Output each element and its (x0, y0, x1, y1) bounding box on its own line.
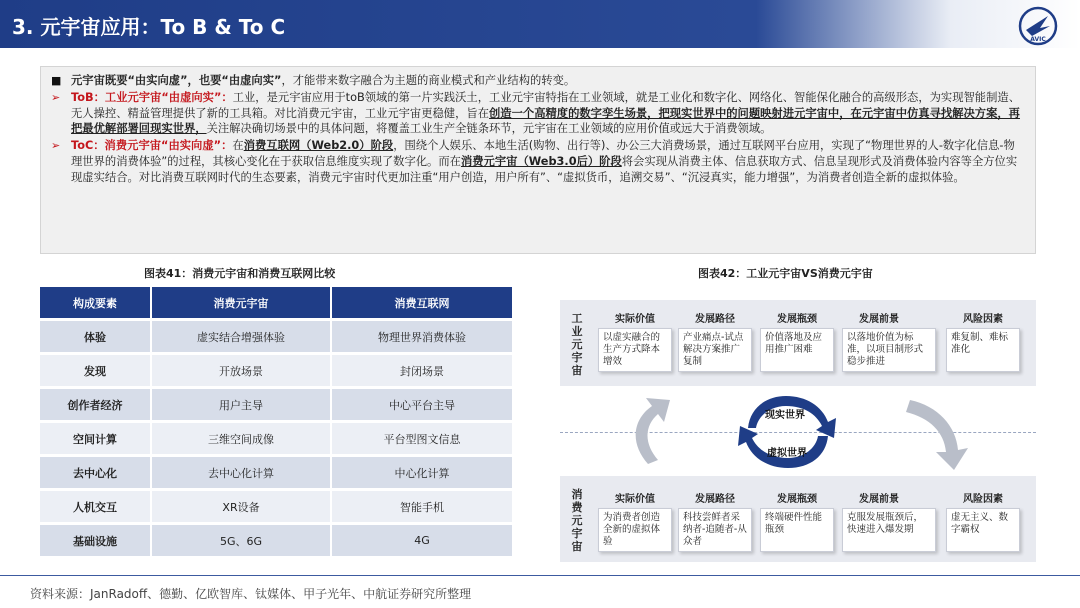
table-header-cell: 构成要素 (40, 287, 152, 318)
industrial-metaverse-label: 工业元宇宙 (571, 312, 583, 377)
table-row (40, 386, 512, 420)
cycle-arrows (560, 386, 1036, 476)
intro-para-toc (49, 138, 1025, 185)
intro-para-1 (49, 73, 1025, 89)
consumer-metaverse-label: 消费元宇宙 (571, 488, 583, 553)
table-cell: 智能手机 (332, 488, 512, 522)
table-row (40, 420, 512, 454)
table-cell: 创作者经济 (40, 386, 152, 420)
industry-vs-consumer-diagram (560, 300, 1040, 562)
footer-divider (0, 575, 1080, 576)
table-cell: 去中心化计算 (152, 454, 332, 488)
table-cell: 物理世界消费体验 (332, 318, 512, 352)
table-row (40, 318, 512, 352)
table-row (40, 352, 512, 386)
table-cell: XR设备 (152, 488, 332, 522)
logo-text: AVIC (1030, 36, 1046, 43)
industrial-card-value: 以虚实融合的生产方式降本增效 (598, 328, 672, 372)
fig41-title: 图表41：消费元宇宙和消费互联网比较 (144, 267, 336, 280)
toc-lead: ToC：消费元宇宙“由实向虚”： (71, 139, 233, 153)
table-cell: 发现 (40, 352, 152, 386)
square-bullet-icon: ■ (51, 74, 62, 87)
table-cell: 封闭场景 (332, 352, 512, 386)
consumer-card-bottleneck: 终端硬件性能瓶颈 (760, 508, 834, 552)
table-cell: 用户主导 (152, 386, 332, 420)
table-cell: 中心化计算 (332, 454, 512, 488)
comparison-table (40, 287, 512, 556)
intro-para-tob (49, 90, 1025, 137)
table-header-cell: 消费元宇宙 (152, 287, 332, 318)
table-cell: 平台型图文信息 (332, 420, 512, 454)
right-curved-arrow-icon (906, 400, 968, 470)
table-cell: 4G (332, 522, 512, 556)
col-head-bottleneck: 发展瓶颈 (777, 314, 817, 325)
table-header-cell: 消费互联网 (332, 287, 512, 318)
intro-p1-text: ，才能带来数字融合为主题的商业模式和产业结构的转变。 (281, 74, 576, 87)
toc-text-2: ，围绕个人娱乐、本地生活(购物、出行等)、办公三大消费场景，通过互联网平台应用，实现了“物理世界的人-数字化信息-物理世界的消费体验”的过程，其核心变化在于获取信息维度实现了数字化。而在 (71, 139, 1015, 168)
industrial-card-risk: 难复制、难标准化 (946, 328, 1020, 372)
intro-textbox (40, 66, 1036, 254)
col-head-prospect: 发展前景 (859, 314, 899, 325)
table-cell: 开放场景 (152, 352, 332, 386)
page-title: 3. 元宇宙应用：To B & To C (12, 15, 286, 39)
toc-bold-1: 消费互联网（Web2.0）阶段 (243, 139, 394, 153)
table-row (40, 488, 512, 522)
col-head-path: 发展路径 (695, 314, 735, 325)
consumer-card-value: 为消费者创造全新的虚拟体验 (598, 508, 672, 552)
tob-bold-1: 创造一个高精度的数字孪生场景，把现实世界中的问题映射进元宇宙中，在元宇宙中仿真寻找解决方案，再把最优解部署回现实世界， (71, 106, 1020, 136)
col-head-risk: 风险因素 (963, 314, 1003, 325)
real-world-label: 现实世界 (765, 410, 805, 421)
col-head-risk: 风险因素 (963, 494, 1003, 505)
table-cell: 去中心化 (40, 454, 152, 488)
toc-bold-2: 消费元宇宙（Web3.0后）阶段 (460, 154, 622, 168)
table-cell: 基础设施 (40, 522, 152, 556)
virtual-world-label: 虚拟世界 (767, 448, 807, 459)
col-head-prospect: 发展前景 (859, 494, 899, 505)
fig42-title: 图表42：工业元宇宙VS消费元宇宙 (698, 267, 873, 280)
tob-lead: ToB：工业元宇宙“由虚向实”： (71, 90, 233, 104)
consumer-card-prospect: 克服发展瓶颈后，快速进入爆发期 (842, 508, 936, 552)
avic-logo-icon (1018, 6, 1058, 46)
tob-text-1: 工业，是元宇宙应用于toB领域的第一片实践沃土，工业元宇宙特指在工业领域，就是工业化和数字化、网络化、智能保化融合的高级形态，为实现智能制造、无人操控、精益管理提供了新的工具箱。对比消费元宇宙，工业元宇宙更稳健，旨在 (71, 90, 1020, 120)
consumer-card-path: 科技尝鲜者采纳者-追随者-从众者 (678, 508, 752, 552)
consumer-card-risk: 虚无主义、数字霸权 (946, 508, 1020, 552)
col-head-value: 实际价值 (615, 494, 655, 505)
industrial-card-path: 产业痛点-试点解决方案推广复制 (678, 328, 752, 372)
intro-p1-bold: 元宇宙既要“由实向虚”，也要“由虚向实” (71, 74, 282, 87)
arrow-bullet-icon: ➢ (51, 139, 61, 153)
table-cell: 中心平台主导 (332, 386, 512, 420)
left-curved-arrow-icon (636, 398, 670, 464)
table-cell: 体验 (40, 318, 152, 352)
col-head-value: 实际价值 (615, 314, 655, 325)
table-row (40, 522, 512, 556)
table-cell: 三维空间成像 (152, 420, 332, 454)
arrow-bullet-icon: ➢ (51, 90, 61, 104)
col-head-bottleneck: 发展瓶颈 (777, 494, 817, 505)
industrial-card-prospect: 以落地价值为标准，以项目制形式稳步推进 (842, 328, 936, 372)
tob-text-2: 关注解决确切场景中的具体问题，将覆盖工业生产全链条环节，元宇宙在工业领域的应用价值或远大于消费领域。 (206, 122, 772, 136)
table-cell: 虚实结合增强体验 (152, 318, 332, 352)
table-row (40, 454, 512, 488)
table-cell: 5G、6G (152, 522, 332, 556)
table-cell: 空间计算 (40, 420, 152, 454)
table-cell: 人机交互 (40, 488, 152, 522)
industrial-card-bottleneck: 价值落地及应用推广困难 (760, 328, 834, 372)
title-bar (0, 0, 1080, 48)
col-head-path: 发展路径 (695, 494, 735, 505)
source-note: 资料来源：JanRadoff、德勤、亿欧智库、钛媒体、甲子光年、中航证券研究所整理 (30, 587, 472, 601)
toc-text-3: 将会实现从消费主体、信息获取方式、信息呈现形式及消费体验内容等全方位实现虚实结合。对比消费互联网时代的生态要素，消费元宇宙时代更加注重“用户创造，用户所有”、“虚拟货币，追溯交易”、“沉浸真实，能力增强”，为消费者创造全新的虚拟体验。 (71, 154, 1018, 184)
toc-text-1: 在 (232, 139, 244, 153)
table-header-row (40, 287, 512, 318)
